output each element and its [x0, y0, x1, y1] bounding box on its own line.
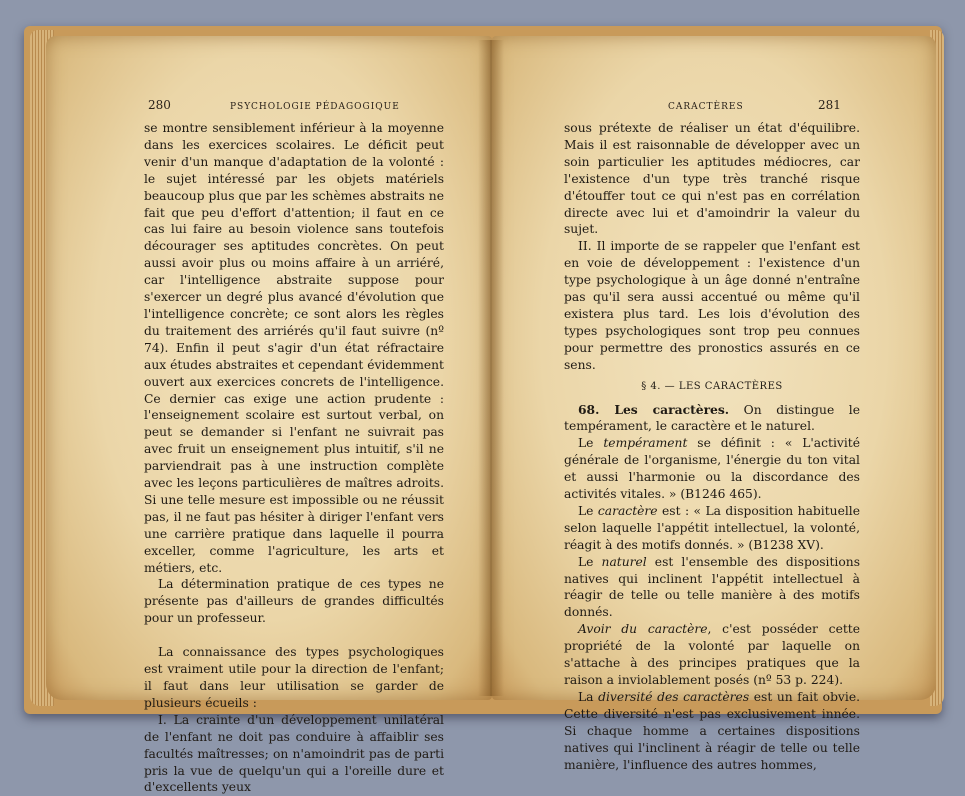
- left-paragraph: I. La crainte d'un développement unilatéral de l'enfant ne doit pas conduire à affaiblir ses facultés maîtresses; on n'amoindrit pas de parti pris la vue de quelqu'un qui a l'oreille dure et d'excellents yeux: [144, 712, 444, 795]
- right-paragraph: 68. Les caractères. On distingue le tempérament, le caractère et le naturel.: [564, 401, 861, 434]
- right-page-number: 281: [818, 98, 841, 112]
- definition-caractere: Le caractère est : « La disposition habituelle selon laquelle l'appétit intellectuel, la volonté, réagit à des motifs donnés. » (B1238 XV).: [564, 503, 860, 552]
- left-page: [46, 36, 492, 795]
- book-gutter: [478, 40, 504, 696]
- left-paragraph: se montre sensiblement inférieur à la moyenne dans les exercices scolaires. Le déficit peut venir d'un manque d'adaptation de la volonté : le sujet intéressé par les objets matériels beaucoup plus que par les schèmes abstraits ne fait que peu d'effort d'attention; il faut en ce cas lui faire au besoin violence sans toutefois décourager ses aptitudes concrètes. On peut aussi avoir plus ou moins affaire à un arriéré, car l'intelligence abstraite suppose pour s'exercer un degré plus avancé d'évolution que l'intelligence concrète; ce sont alors les règles du traitement des arriérés qu'il faut suivre (nº 74). Enfin il peut s'agir d'un état réfractaire aux études abstraites et cependant évidemment ouvert aux exercices concrets de l'intelligence. Ce dernier cas exige une action prudente : l'enseignement scolaire est surtout verbal, on peut se demander si l'enfant ne suivrait pas avec fruit un enseignement plus intuitif, s'il ne parviendrait pas à une instruction complète avec les leçons particulières de maîtres adroits. Si une telle mesure est impossible ou ne réussit pas, il ne faut pas hésiter à diriger l'enfant vers une carrière pratique dans laquelle il pourra exceller, comme l'agriculture, les arts et métiers, etc.: [144, 121, 444, 575]
- left-paragraph: La détermination pratique de ces types ne présente pas d'ailleurs de grandes difficultés pour un professeur.: [144, 577, 444, 626]
- left-paragraph: La connaissance des types psychologiques est vraiment utile pour la direction de l'enfant; il faut dans leur utilisation se garder de plusieurs écueils :: [144, 645, 444, 710]
- right-page: [492, 36, 936, 772]
- left-page-number: 280: [148, 98, 171, 112]
- left-page-text: [144, 120, 444, 796]
- right-paragraph: sous prétexte de réaliser un état d'équilibre. Mais il est raisonnable de développer avec un soin particulier les aptitudes médiocres, car l'existence d'un type très tranché risque d'étouffer tout ce qui n'est pas en corrélation directe avec lui et d'amoindrir la valeur du sujet.: [564, 121, 860, 237]
- definition-temperament: Le tempérament se définit : « L'activité générale de l'organisme, l'énergie du ton vital et aussi l'harmonie ou la discordance des activités vitales. » (B1246 465).: [564, 436, 860, 502]
- section-heading: § 4. — LES CARACTÈRES: [641, 380, 783, 392]
- diversity-paragraph: La diversité des caractères est un fait obvie. Cette diversité n'est pas exclusivement innée. Si chaque homme a certaines dispositions natives qui l'inclinent à réagir de telle ou telle manière, l'influence des autres hommes,: [564, 689, 861, 772]
- definition-avoir-du-caractere: Avoir du caractère, c'est posséder cette propriété de la volonté par laquelle on s'attache à des principes pratiques que la raison a inviolablement posés (nº 53 p. 224).: [564, 622, 861, 687]
- right-paragraph: II. Il importe de se rappeler que l'enfant est en voie de développement : l'existence d'un type psychologique à un âge donné n'entraîne pas qu'il sera aussi accentué ou même qu'il existera plus tard. Les lois d'évolution des types psychologiques sont trop peu connues pour permettre des pronostics assurés en ce sens.: [564, 239, 860, 372]
- left-running-head: PSYCHOLOGIE PÉDAGOGIQUE: [230, 102, 400, 112]
- definition-naturel: Le naturel est l'ensemble des dispositions natives qui inclinent l'appétit intellectuel à réagir de telle ou telle manière à des motifs donnés.: [564, 554, 861, 620]
- paragraph-number-68: 68. Les caractères.: [578, 401, 730, 417]
- right-page-text: [564, 120, 860, 773]
- right-running-head: CARACTÈRES: [668, 102, 744, 112]
